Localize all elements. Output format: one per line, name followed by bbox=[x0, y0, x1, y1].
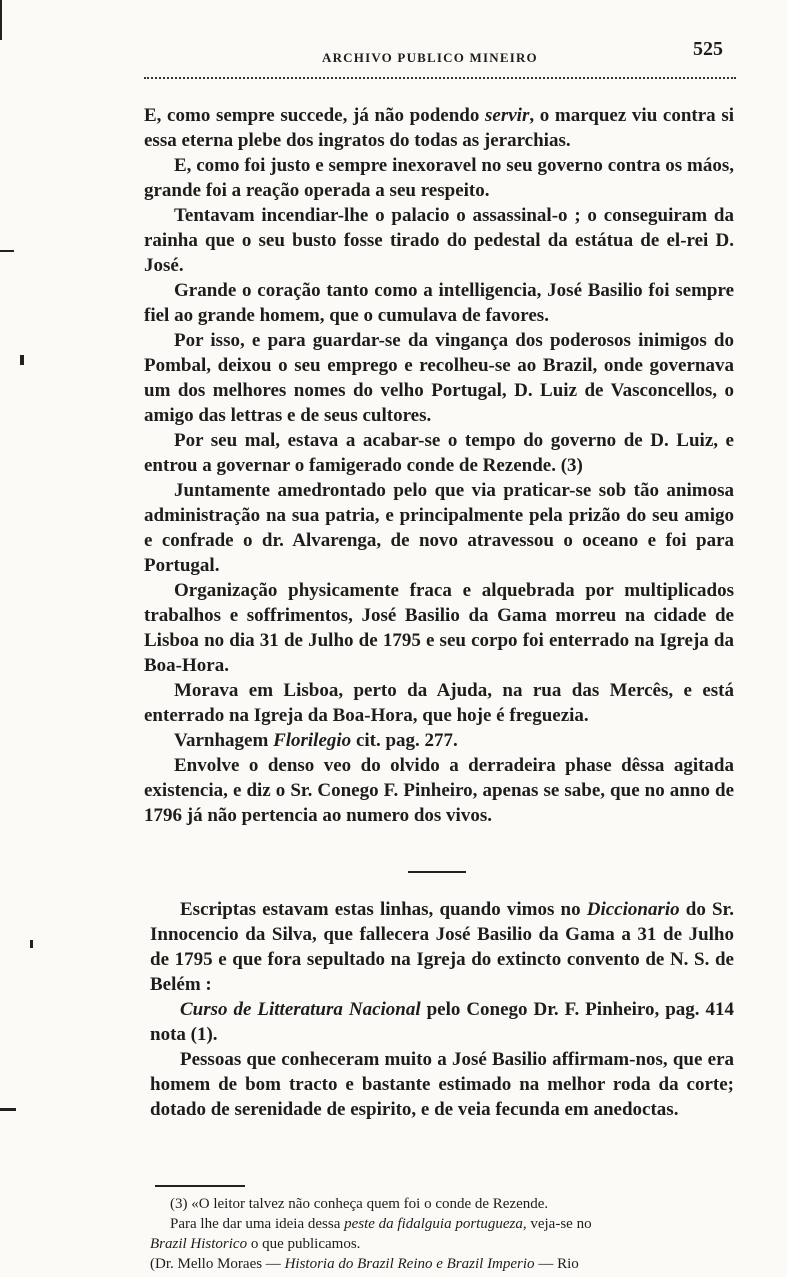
footnote-line: (Dr. Mello Moraes — Historia do Brazil Reino e Brazil Imperio — Rio bbox=[150, 1256, 579, 1272]
header-rule bbox=[144, 77, 736, 79]
paragraph: Juntamente amedrontado pelo que via praticar-se sob tão animosa administração na sua patria, e principalmente pela prizão do seu amigo e confrade o dr. Alvarenga, de novo atravessou o oceano e foi para Portugal. bbox=[144, 480, 734, 576]
footnote-line: Para lhe dar uma ideia dessa peste da fidalguia portugueza, veja-se no bbox=[170, 1216, 592, 1232]
margin-mark bbox=[30, 940, 33, 948]
footnote-line: (3) «O leitor talvez não conheça quem foi o conde de Rezende. bbox=[170, 1196, 549, 1212]
footnote-rule bbox=[155, 1185, 245, 1187]
paragraph: E, como sempre succede, já não podendo servir, o marquez viu contra si essa eterna plebe dos ingratos do todas as jerarchias. bbox=[144, 105, 734, 151]
footnote-line: Brazil Historico o que publicamos. bbox=[150, 1236, 361, 1252]
margin-mark bbox=[0, 250, 14, 252]
paragraph: Organização physicamente fraca e alquebrada por multiplicados trabalhos e soffrimentos, José Basilio da Gama morreu na cidade de Lisboa no dia 31 de Julho de 1795 e seu corpo foi enterrado na Igreja da Boa-Hora. bbox=[144, 580, 734, 676]
page-header bbox=[0, 38, 787, 84]
main-text bbox=[144, 103, 734, 828]
paragraph: Escriptas estavam estas linhas, quando vimos no Diccionario do Sr. Innocencio da Silva, que fallecera José Basilio da Gama a 31 de Julho de 1795 e que fora sepultado na Igreja do extincto convento de N. S. de Belém : bbox=[150, 899, 734, 995]
paragraph: E, como foi justo e sempre inexoravel no seu governo contra os máos, grande foi a reação operada a seu respeito. bbox=[144, 155, 734, 201]
running-title: ARCHIVO PUBLICO MINEIRO bbox=[322, 50, 538, 65]
addendum-note bbox=[150, 897, 734, 1122]
paragraph: Morava em Lisboa, perto da Ajuda, na rua das Mercês, e está enterrado na Igreja da Boa-Hora, que hoje é freguezia. bbox=[144, 680, 734, 726]
citation: Varnhagem Florilegio cit. pag. 277. bbox=[174, 730, 458, 751]
paragraph: Tentavam incendiar-lhe o palacio o assassinal-o ; o conseguiram da rainha que o seu busto fosse tirado do pedestal da estátua de el-rei D. José. bbox=[144, 205, 734, 276]
margin-mark bbox=[20, 355, 24, 365]
paragraph: Pessoas que conheceram muito a José Basilio affirmam-nos, que era homem de bom tracto e bastante estimado na melhor roda da corte; dotado de serenidade de espirito, e de veia fecunda em anedoctas. bbox=[150, 1049, 734, 1120]
margin-mark bbox=[0, 1108, 16, 1111]
margin-mark bbox=[0, 0, 2, 40]
paragraph: Por seu mal, estava a acabar-se o tempo do governo de D. Luiz, e entrou a governar o famigerado conde de Rezende. (3) bbox=[144, 430, 734, 476]
paragraph: Grande o coração tanto como a intelligencia, José Basilio foi sempre fiel ao grande homem, que o cumulava de favores. bbox=[144, 280, 734, 326]
paragraph: Envolve o denso veo do olvido a derradeira phase dêssa agitada existencia, e diz o Sr. Conego F. Pinheiro, apenas se sabe, que no anno de 1796 já não pertencia ao numero dos vivos. bbox=[144, 755, 734, 826]
page-number: 525 bbox=[693, 38, 723, 60]
citation: Curso de Litteratura Nacional pelo Conego Dr. F. Pinheiro, pag. 414 nota (1). bbox=[150, 999, 734, 1045]
paragraph: Por isso, e para guardar-se da vingança dos poderosos inimigos do Pombal, deixou o seu emprego e recolheu-se ao Brazil, onde governava um dos melhores nomes do velho Portugal, D. Luiz de Vasconcellos, o amigo das lettras e de seus cultores. bbox=[144, 330, 734, 426]
footnote bbox=[150, 1194, 734, 1274]
section-separator bbox=[408, 871, 466, 873]
